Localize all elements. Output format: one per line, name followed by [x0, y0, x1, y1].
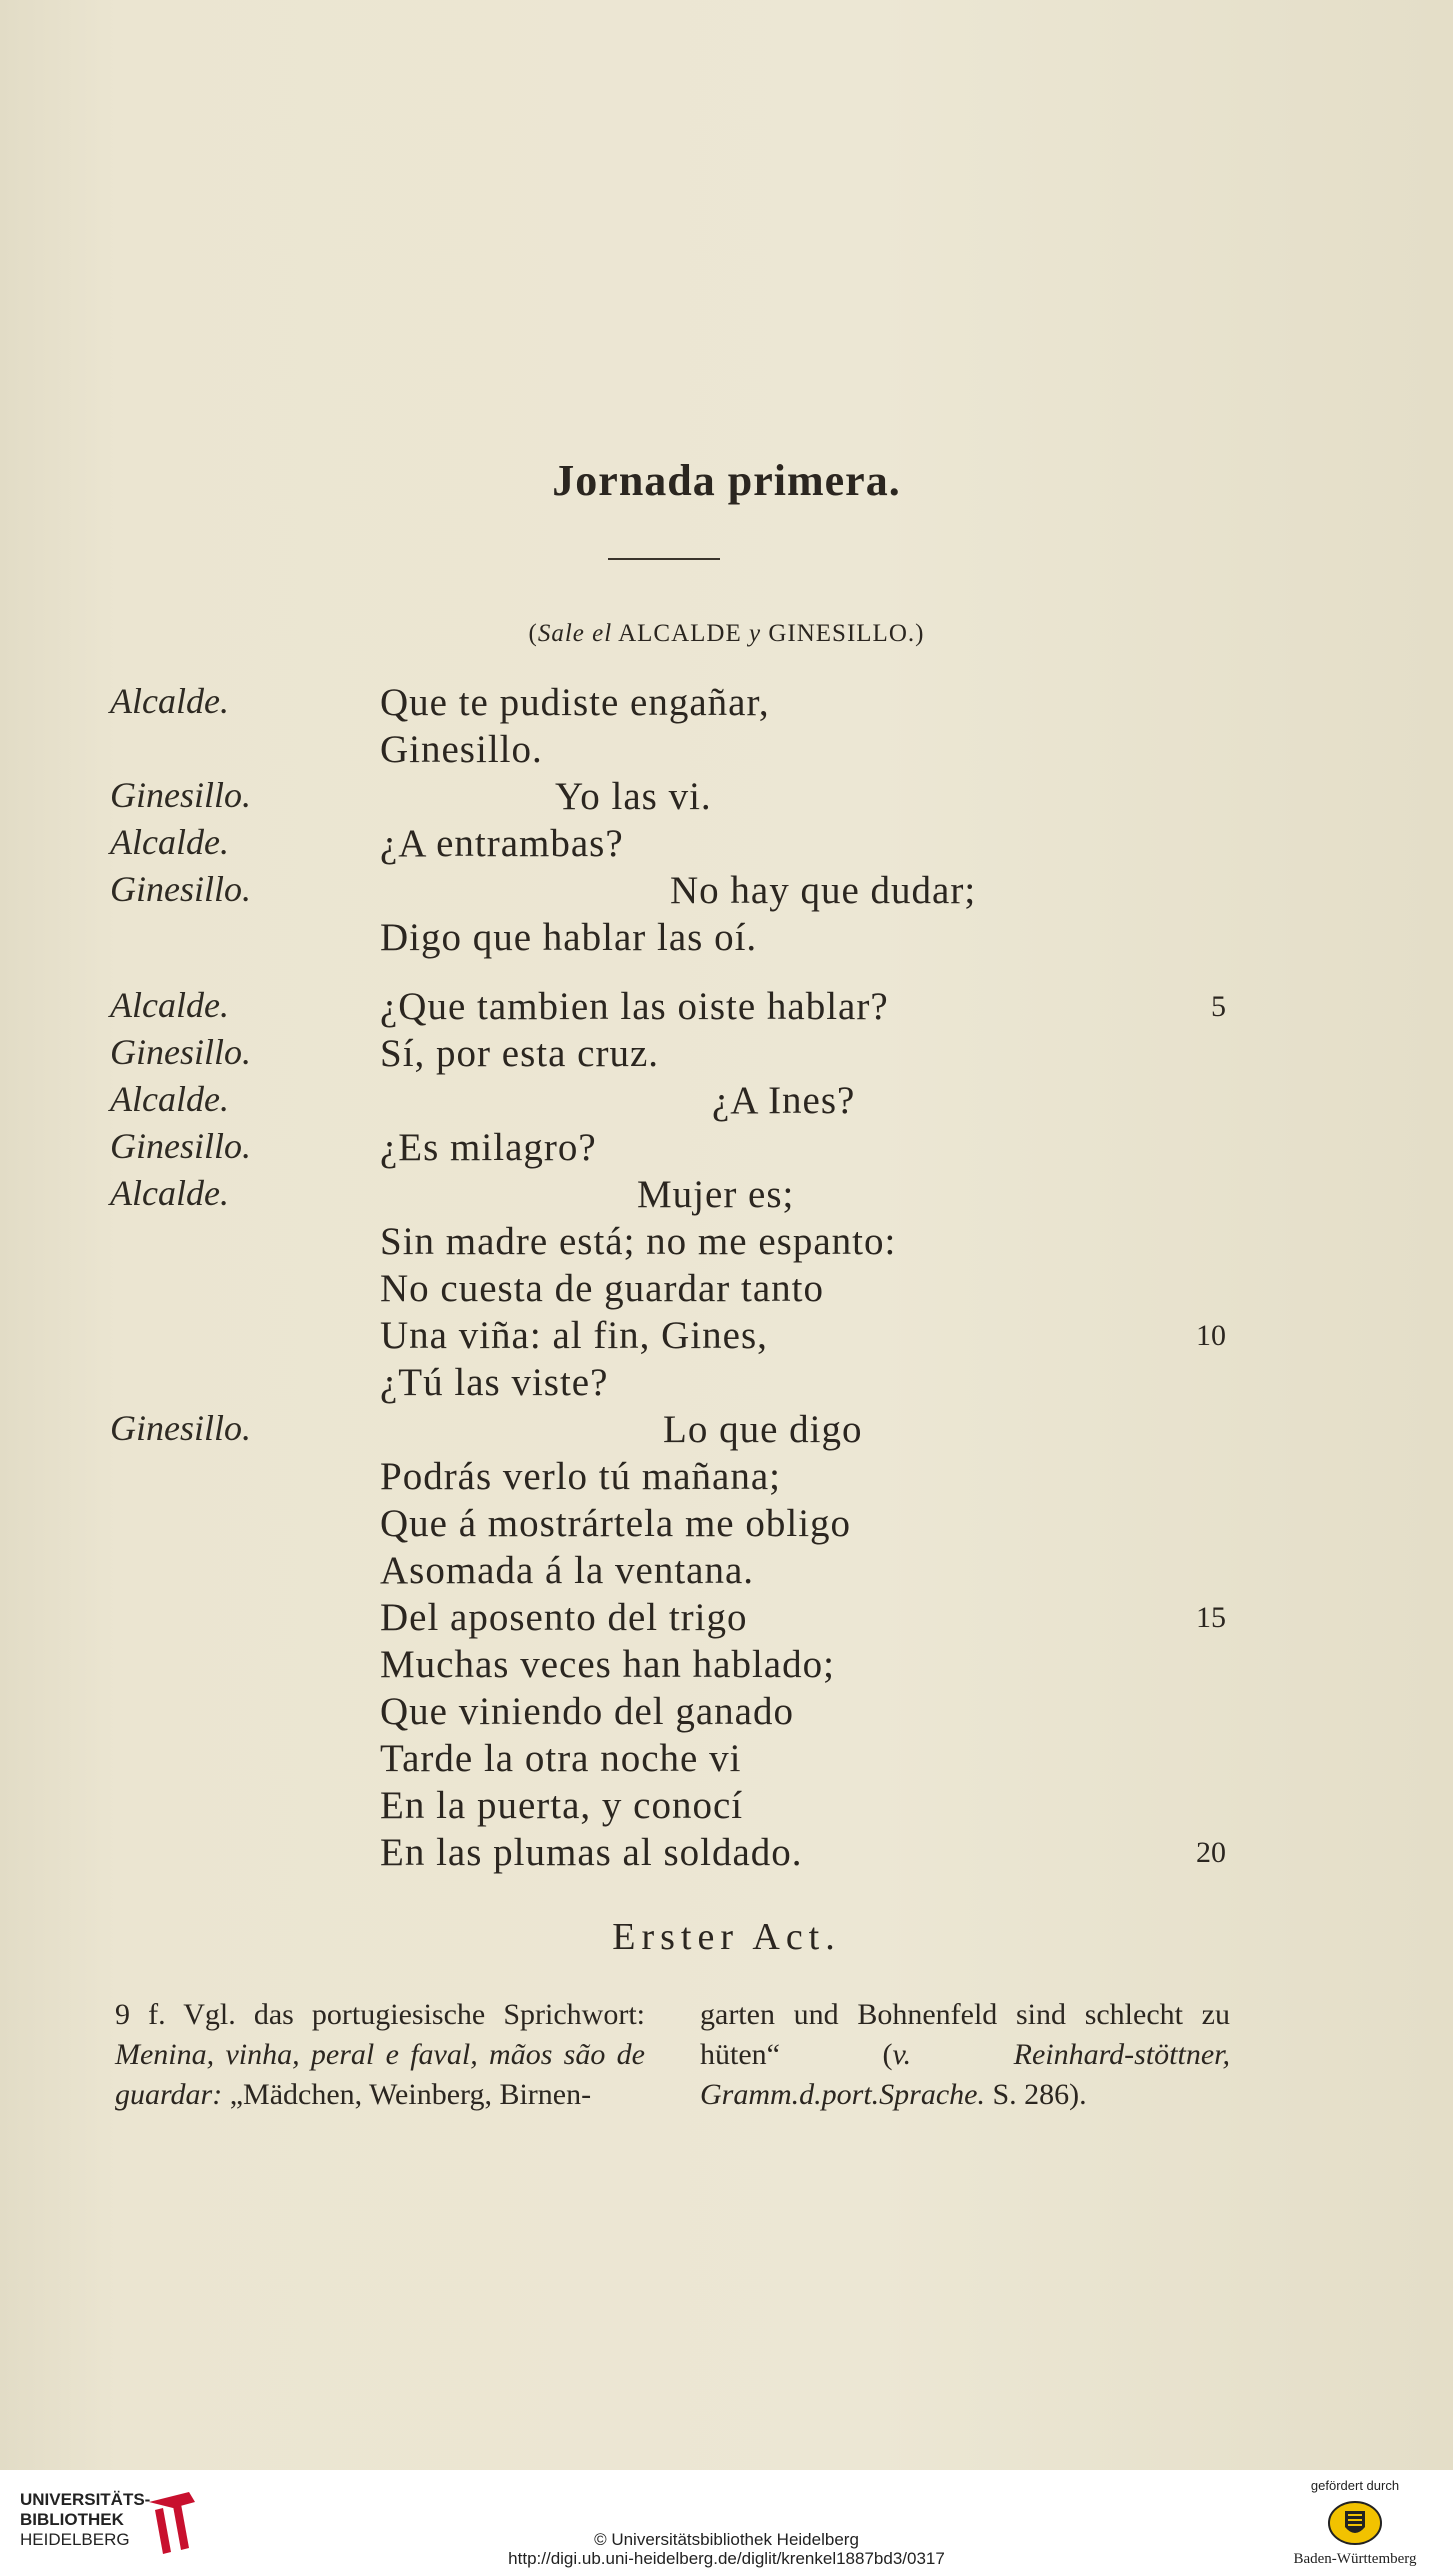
verse-line [0, 1078, 1453, 1125]
verse-text: Que viniendo del ganado [380, 1690, 794, 1733]
verse-line [0, 821, 1453, 868]
translation-heading: Erster Act. [612, 1916, 841, 1958]
footnote-proverb: Menina, vinha, peral e faval, mãos são de guardar: [115, 2038, 645, 2111]
speaker-name: Ginesillo. [110, 775, 251, 815]
stage-y: y [748, 620, 762, 647]
verse-line [0, 774, 1453, 821]
verse-text: Asomada á la ventana. [380, 1549, 755, 1592]
verse-text: ¿A Ines? [712, 1079, 856, 1122]
line-number: 10 [1196, 1319, 1226, 1352]
verse-line [0, 1548, 1453, 1595]
verse-text: Sí, por esta cruz. [380, 1032, 660, 1075]
verse-text: No hay que dudar; [670, 869, 977, 912]
verse-line [0, 1313, 1453, 1360]
verse-block [0, 680, 1453, 1877]
verse-text: Lo que digo [663, 1408, 863, 1451]
verse-line [0, 1407, 1453, 1454]
verse-text: No cuesta de guardar tanto [380, 1267, 824, 1310]
verse-line [0, 1830, 1453, 1877]
stage-direction [0, 620, 1453, 648]
footnote-text: garten und Bohnenfeld sind schlecht zu hüten“ ( [700, 1998, 1230, 2071]
copyright-notice [0, 2530, 1453, 2568]
verse-text: ¿Es milagro? [380, 1126, 597, 1169]
verse-line [0, 1266, 1453, 1313]
library-name-line: UNIVERSITÄTS- [20, 2490, 151, 2509]
verse-text: Tarde la otra noche vi [380, 1737, 742, 1780]
footnote-citation: v. Reinhard-stöttner, Gramm.d.port.Sprache. [700, 2038, 1230, 2111]
verse-line [0, 915, 1453, 962]
line-number: 15 [1196, 1601, 1226, 1634]
footnote-text: „Mädchen, Weinberg, Birnen- [222, 2078, 592, 2111]
verse-line [0, 984, 1453, 1031]
verse-line [0, 1172, 1453, 1219]
speaker-name: Alcalde. [110, 681, 229, 721]
speaker-name: Alcalde. [110, 985, 229, 1025]
line-number: 20 [1196, 1836, 1226, 1869]
stage-ginesillo: GINESILLO.) [768, 620, 925, 647]
verse-text: Yo las vi. [555, 775, 712, 818]
verse-text: Mujer es; [637, 1173, 795, 1216]
verse-text: ¿A entrambas? [380, 822, 624, 865]
speaker-name: Ginesillo. [110, 1032, 251, 1072]
title-rule [608, 558, 720, 560]
stage-alcalde: ALCALDE [618, 620, 742, 647]
verse-line [0, 1595, 1453, 1642]
stage-open: ( [528, 620, 538, 647]
verse-text: En la puerta, y conocí [380, 1784, 744, 1827]
verse-text: En las plumas al soldado. [380, 1831, 803, 1874]
state-name: Baden-Württemberg [1293, 2551, 1417, 2567]
speaker-name: Alcalde. [110, 822, 229, 862]
verse-spacer [0, 962, 1453, 984]
stage-el: el [592, 620, 613, 647]
funding-credit [1275, 2478, 1435, 2568]
speaker-name: Ginesillo. [110, 869, 251, 909]
footnote-left-column [115, 1995, 645, 2115]
funded-by-label: gefördert durch [1310, 2478, 1400, 2493]
verse-line [0, 1642, 1453, 1689]
library-name-line: BIBLIOTHEK [20, 2510, 124, 2529]
page-title: Jornada primera. [552, 456, 901, 505]
verse-line [0, 868, 1453, 915]
verse-text: Podrás verlo tú mañana; [380, 1455, 781, 1498]
verse-line [0, 1689, 1453, 1736]
verse-text: Digo que hablar las oí. [380, 916, 758, 959]
verse-line [0, 1360, 1453, 1407]
permalink-url[interactable]: http://digi.ub.uni-heidelberg.de/diglit/krenkel1887bd3/0317 [508, 2549, 945, 2568]
verse-line [0, 1219, 1453, 1266]
speaker-name: Alcalde. [110, 1173, 229, 1213]
verse-line [0, 1736, 1453, 1783]
verse-text: Sin madre está; no me espanto: [380, 1220, 897, 1263]
verse-text: ¿Tú las viste? [380, 1361, 609, 1404]
speaker-name: Alcalde. [110, 1079, 229, 1119]
stage-sale: Sale [537, 620, 585, 647]
footnote-right-column [700, 1995, 1230, 2115]
verse-line [0, 680, 1453, 727]
footnote-text: 9 f. Vgl. das portugiesische Sprichwort: [115, 1998, 645, 2031]
verse-line [0, 1501, 1453, 1548]
copyright-text: © Universitätsbibliothek Heidelberg [594, 2530, 859, 2549]
verse-text: Ginesillo. [380, 728, 543, 771]
speaker-name: Ginesillo. [110, 1408, 251, 1448]
verse-line [0, 1031, 1453, 1078]
verse-text: ¿Que tambien las oiste hablar? [380, 985, 889, 1028]
footnote-text: S. 286). [985, 2078, 1087, 2111]
verse-line [0, 1125, 1453, 1172]
state-coat-of-arms-icon [1325, 2499, 1385, 2547]
verse-line [0, 1783, 1453, 1830]
verse-text: Una viña: al fin, Gines, [380, 1314, 768, 1357]
verse-text: Que te pudiste engañar, [380, 681, 770, 724]
verse-line [0, 1454, 1453, 1501]
verse-text: Del aposento del trigo [380, 1596, 748, 1639]
verse-line [0, 727, 1453, 774]
verse-text: Muchas veces han hablado; [380, 1643, 835, 1686]
verse-text: Que á mostrártela me obligo [380, 1502, 852, 1545]
speaker-name: Ginesillo. [110, 1126, 251, 1166]
library-name-line: HEIDELBERG [20, 2530, 130, 2549]
line-number: 5 [1211, 990, 1226, 1023]
